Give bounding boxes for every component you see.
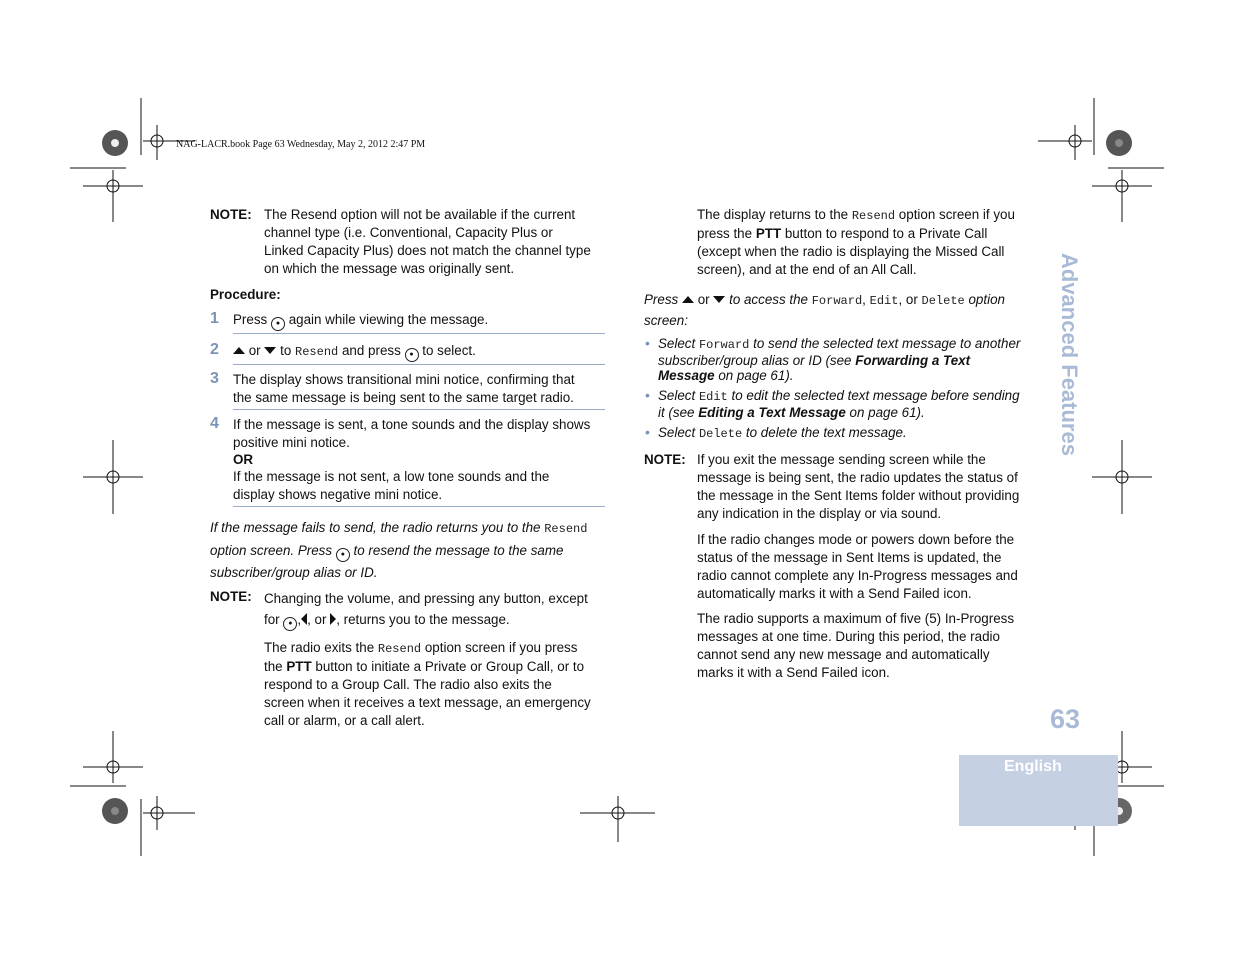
page-number: 63	[1050, 704, 1081, 734]
returns-text: The display returns to the	[697, 207, 849, 222]
access-text: Press	[644, 292, 679, 307]
returns-text: option screen if you	[898, 207, 1015, 222]
note-line: Linked Capacity Plus) does not match the channel type	[264, 243, 591, 258]
note-line: marks it with a Send Failed icon.	[697, 665, 890, 680]
resend-option-text: Resend	[851, 209, 896, 223]
step-divider	[233, 506, 605, 507]
bullet-text: Select	[658, 336, 696, 351]
cross-reference: Message	[658, 368, 715, 383]
resend-option-text: Resend	[377, 642, 422, 656]
step-divider	[233, 409, 605, 410]
note-line: messages at one time. During this period, the radio	[697, 629, 1000, 644]
note-text: , or	[307, 612, 327, 627]
step-3	[233, 371, 605, 407]
bullet-text: subscriber/group alias or ID (see	[658, 353, 852, 368]
running-header: NAG-LACR.book Page 63 Wednesday, May 2, 2012 2:47 PM	[176, 139, 426, 150]
note-sending-status	[697, 451, 1042, 523]
note-label: NOTE:	[210, 207, 252, 222]
forward-option-text: Forward	[698, 338, 750, 352]
access-text: or	[697, 292, 710, 307]
up-arrow-icon	[233, 347, 245, 354]
resend-option-text: Resend	[295, 345, 339, 359]
exit-text: screen when it receives a text message, an emergency	[264, 695, 591, 710]
step-text: Press	[233, 312, 268, 327]
fail-text: option screen. Press	[210, 543, 333, 558]
step-number: 3	[210, 370, 219, 387]
language-label: English	[1004, 758, 1062, 775]
note-label: NOTE:	[210, 589, 252, 604]
delete-option-text: Delete	[921, 294, 965, 308]
access-text: ,	[862, 292, 866, 307]
down-arrow-icon	[264, 347, 276, 354]
note-line: channel type (i.e. Conventional, Capacity Plus or	[264, 225, 553, 240]
ptt-label: PTT	[286, 659, 312, 674]
step-text: positive mini notice.	[233, 435, 350, 450]
exit-text: button to initiate a Private or Group Call, or to	[315, 659, 585, 674]
returns-text: press the	[697, 226, 753, 241]
section-side-title	[1050, 253, 1090, 456]
step-text: to	[280, 343, 292, 358]
exit-text: option screen if you press	[424, 640, 578, 655]
note-line: the message in the Sent Items folder without providing	[697, 488, 1020, 503]
bullet-text: Select	[658, 388, 696, 403]
bullet-icon: •	[645, 424, 650, 440]
note-line: If you exit the message sending screen while the	[697, 452, 986, 467]
down-arrow-icon	[713, 296, 725, 303]
note-line: If the radio changes mode or powers down before the	[697, 532, 1015, 547]
note-text: for	[264, 612, 280, 627]
menu-ok-button-icon: ●	[405, 348, 419, 362]
note-line: status of the message in Sent Items is updated, the	[697, 550, 1002, 565]
step-4	[233, 416, 611, 504]
note-label: NOTE:	[644, 452, 686, 467]
note-line: cannot send any new message and automatically	[697, 647, 990, 662]
delete-option-text: Delete	[698, 427, 743, 441]
fail-paragraph	[210, 517, 610, 583]
resend-option-text: Resend	[544, 522, 588, 536]
returns-text: button to respond to a Private Call	[784, 226, 988, 241]
note-line: message is being sent, the radio updates the status of	[697, 470, 1018, 485]
access-text: screen:	[644, 313, 688, 328]
fail-text: If the message fails to send, the radio returns you to the	[210, 520, 541, 535]
returns-text: (except when the radio is displaying the Missed Call	[697, 244, 1005, 259]
note-line: The radio supports a maximum of five (5) In-Progress	[697, 611, 1015, 626]
edit-option-text: Edit	[869, 294, 899, 308]
procedure-heading: Procedure:	[210, 287, 281, 302]
exit-text: The radio exits the	[264, 640, 375, 655]
bullet-text: on page 61).	[849, 405, 925, 420]
note-mode-change	[697, 531, 1042, 603]
step-text: If the message is sent, a tone sounds and the display shows	[233, 417, 591, 432]
step-text: If the message is not sent, a low tone sounds and the	[233, 469, 550, 484]
step-text: again while viewing the message.	[288, 312, 489, 327]
step-number: 2	[210, 341, 219, 358]
access-paragraph	[644, 290, 1044, 331]
step-divider	[233, 364, 605, 365]
step-text: the same message is being sent to the same target radio.	[233, 390, 574, 405]
exit-text: call or alarm, or a call alert.	[264, 713, 425, 728]
step-2	[233, 342, 476, 362]
access-text: , or	[898, 292, 918, 307]
note-line: on which the message was originally sent.	[264, 261, 515, 276]
bullet-icon: •	[645, 387, 650, 403]
cross-reference: Editing a Text Message	[698, 405, 846, 420]
access-text: to access the	[729, 292, 808, 307]
cross-reference: Forwarding a Text	[855, 353, 971, 368]
bullet-forward	[658, 336, 1043, 383]
step-number: 1	[210, 310, 219, 327]
bullet-delete	[658, 425, 1043, 442]
step-number: 4	[210, 415, 219, 432]
bullet-text: to edit the selected text message before sending	[731, 388, 1020, 403]
fail-text: to resend the message to the same	[353, 543, 564, 558]
step-text: The display shows transitional mini notice, confirming that	[233, 372, 575, 387]
note-text: , returns you to the message.	[336, 612, 510, 627]
or-separator: OR	[233, 452, 254, 467]
note-line: The Resend option will not be available if the current	[264, 207, 576, 222]
step-1	[233, 311, 488, 331]
edit-option-text: Edit	[698, 390, 728, 404]
returns-text: screen), and at the end of an All Call.	[697, 262, 917, 277]
note-line: radio cannot complete any In-Progress messages and	[697, 568, 1018, 583]
returns-paragraph	[697, 206, 1042, 279]
section-title-text: Advanced Features	[1057, 253, 1082, 456]
bullet-text: to send the selected text message to another	[753, 336, 1021, 351]
step-text: or	[248, 343, 261, 358]
note-text: ,	[297, 612, 302, 627]
step-text: to select.	[422, 343, 476, 358]
bullet-text: to delete the text message.	[745, 425, 907, 440]
forward-option-text: Forward	[811, 294, 863, 308]
menu-ok-button-icon: ●	[271, 317, 285, 331]
exit-text: the	[264, 659, 283, 674]
exit-paragraph	[264, 639, 609, 730]
step-text: display shows negative mini notice.	[233, 487, 443, 502]
note-line: Changing the volume, and pressing any button, except	[264, 591, 588, 606]
step-divider	[233, 333, 605, 334]
note-resend-unavailable	[264, 206, 609, 278]
exit-text: respond to a Group Call. The radio also exits the	[264, 677, 552, 692]
bullet-text: it (see	[658, 405, 695, 420]
fail-text: subscriber/group alias or ID.	[210, 565, 378, 580]
menu-ok-button-icon: ●	[283, 617, 297, 631]
bullet-text: Select	[658, 425, 696, 440]
note-line: automatically marks it with a Send Failed icon.	[697, 586, 972, 601]
bullet-edit	[658, 388, 1043, 420]
up-arrow-icon	[682, 296, 694, 303]
ptt-label: PTT	[755, 226, 782, 241]
bullet-icon: •	[645, 335, 650, 351]
note-volume	[264, 588, 609, 631]
access-text: option	[968, 292, 1005, 307]
menu-ok-button-icon: ●	[336, 548, 350, 562]
step-text: and press	[341, 343, 401, 358]
note-max-in-progress	[697, 610, 1042, 682]
bullet-text: on page 61).	[718, 368, 794, 383]
note-line: any indication in the display or via sound.	[697, 506, 942, 521]
